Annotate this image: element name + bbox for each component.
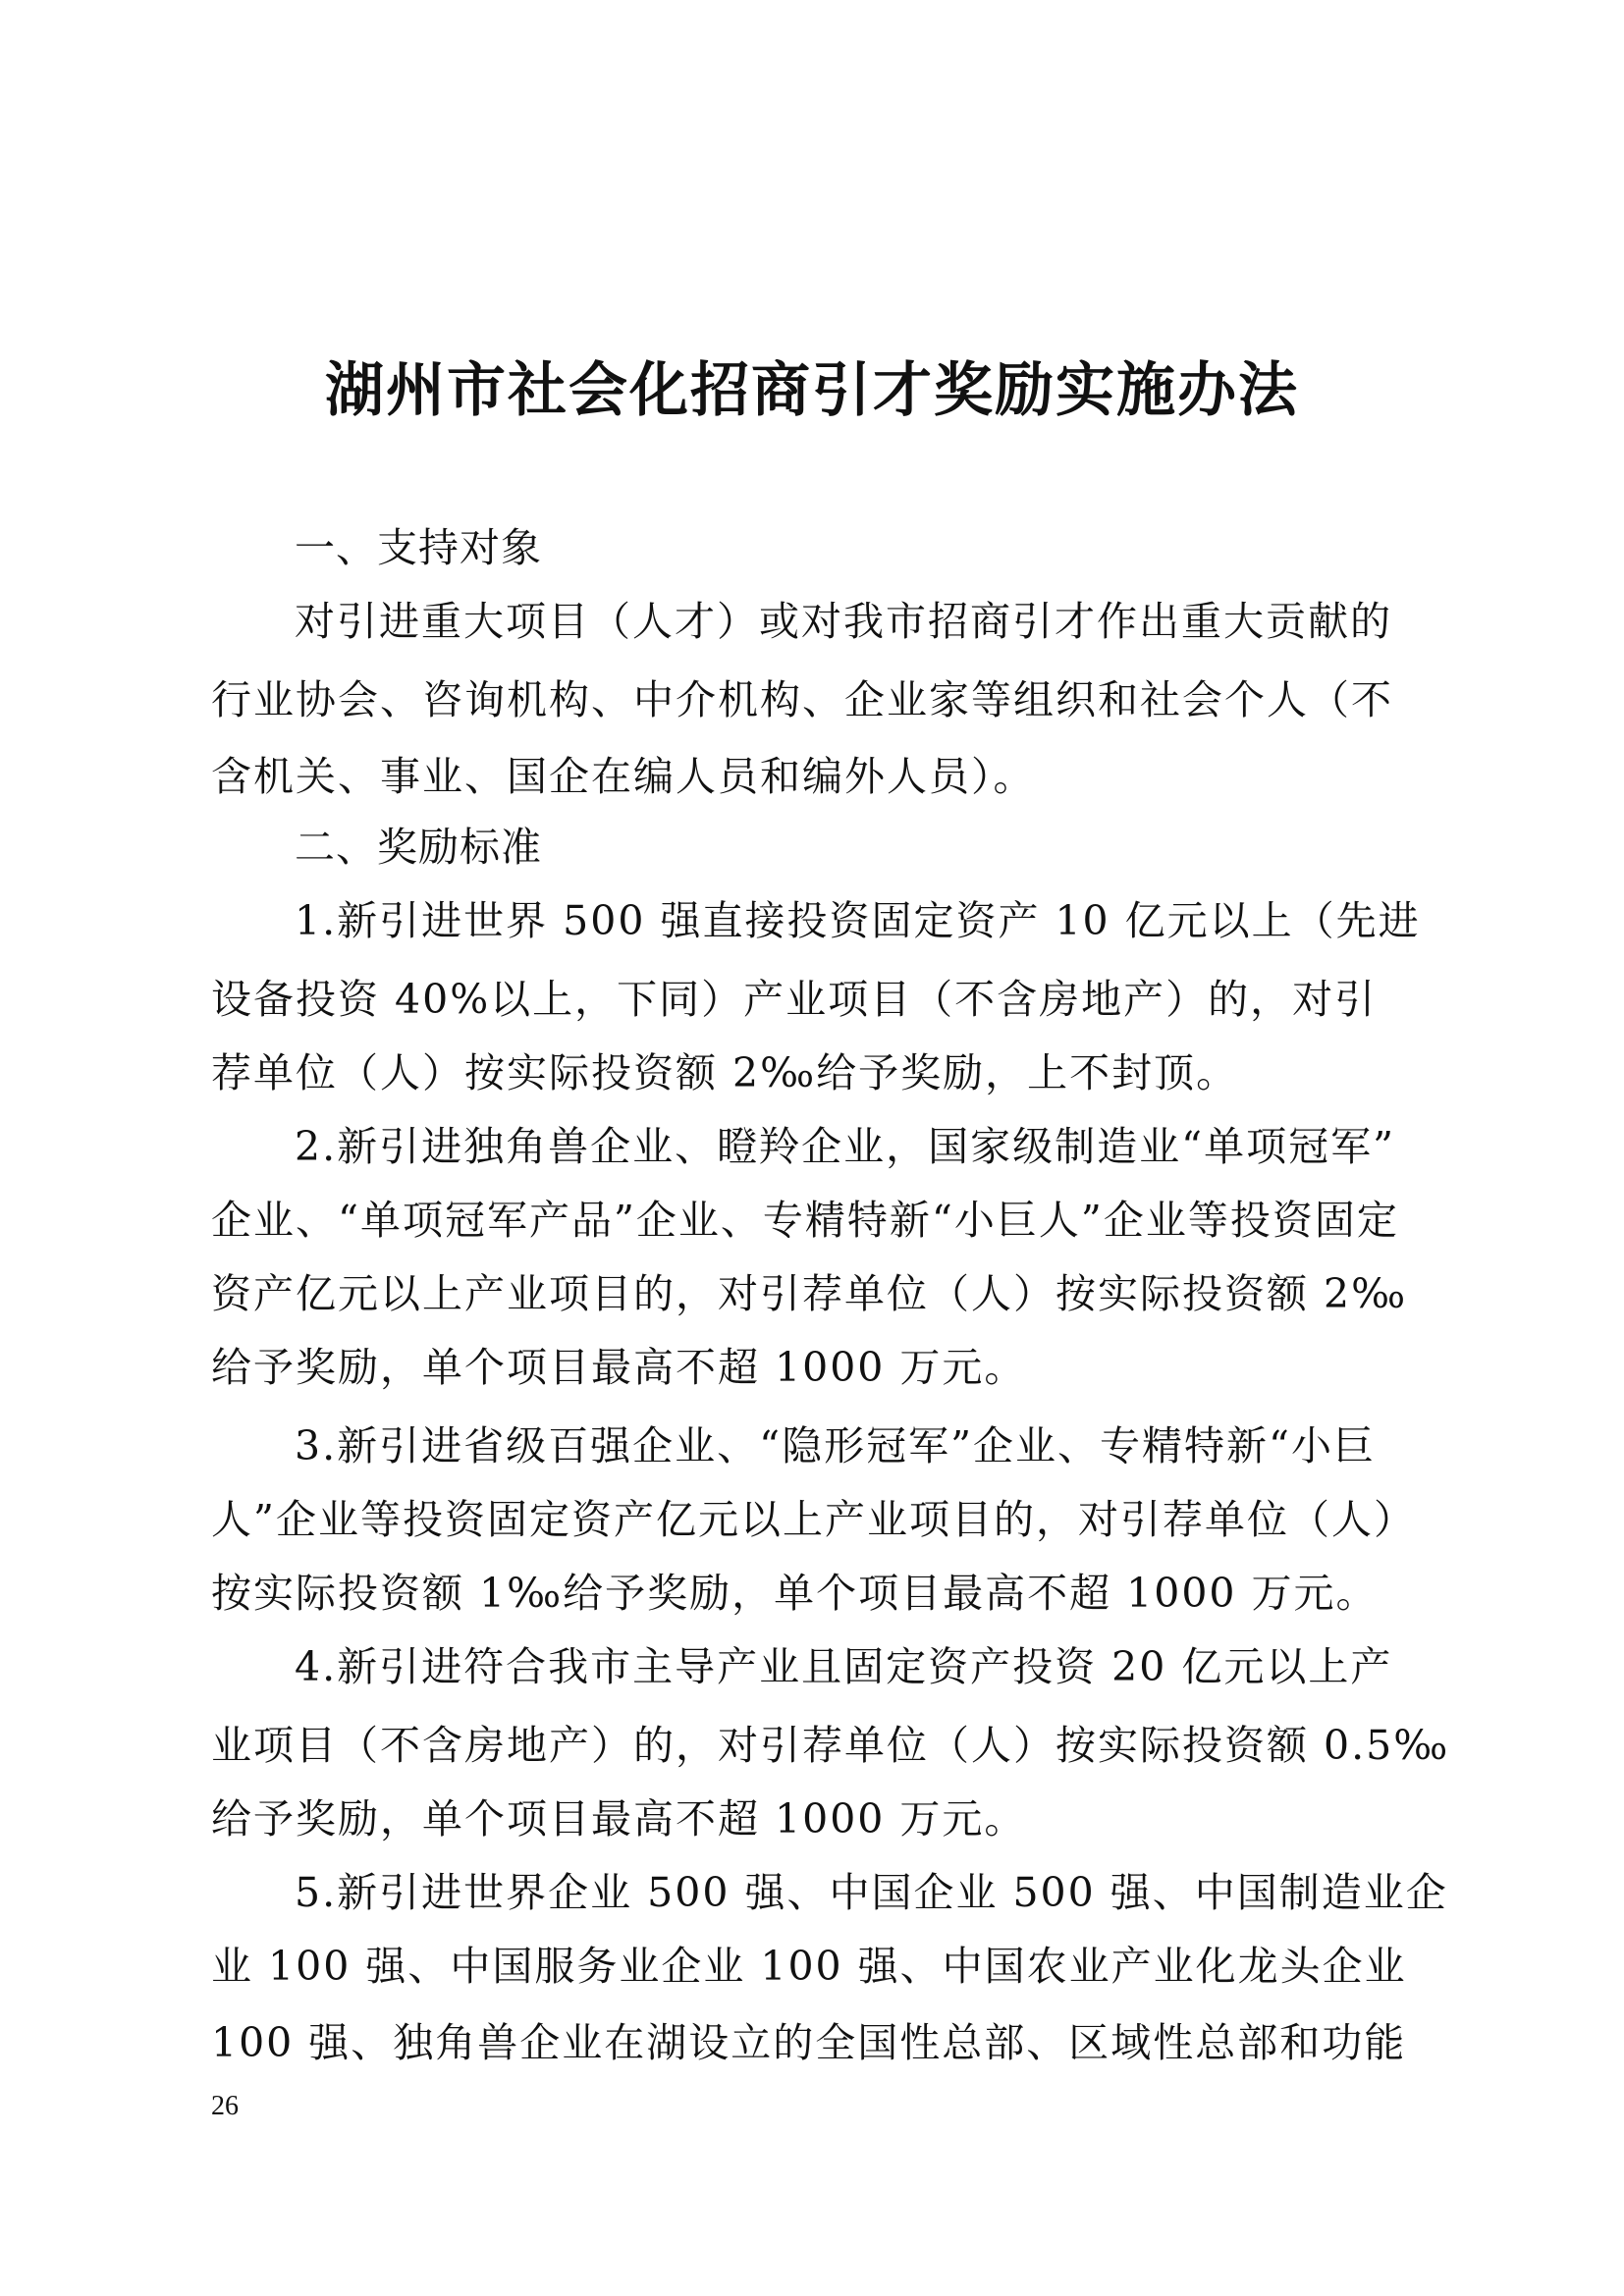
paragraph-line: 行业协会、咨询机构、中介机构、企业家等组织和社会个人（不: [211, 676, 1393, 723]
paragraph-line: 企业、“单项冠军产品”企业、专精特新“小巨人”企业等投资固定: [211, 1197, 1399, 1244]
paragraph-line: 3.新引进省级百强企业、“隐形冠军”企业、专精特新“小巨: [295, 1422, 1376, 1469]
paragraph-line: 5.新引进世界企业 500 强、中国企业 500 强、中国制造业企: [295, 1869, 1448, 1916]
paragraph-line: 100 强、独角兽企业在湖设立的全国性总部、区域性总部和功能: [211, 2019, 1407, 2066]
paragraph-line: 对引进重大项目（人才）或对我市招商引才作出重大贡献的: [295, 598, 1392, 645]
paragraph-line: 资产亿元以上产业项目的，对引荐单位（人）按实际投资额 2‰: [211, 1270, 1408, 1317]
paragraph-line: 含机关、事业、国企在编人员和编外人员）。: [211, 753, 1036, 800]
paragraph-line: 1.新引进世界 500 强直接投资固定资产 10 亿元以上（先进: [295, 897, 1421, 944]
paragraph-line: 4.新引进符合我市主导产业且固定资产投资 20 亿元以上产: [295, 1643, 1393, 1690]
page-number: 26: [211, 2091, 239, 2121]
paragraph-line: 荐单位（人）按实际投资额 2‰给予奖励，上不封顶。: [211, 1049, 1239, 1096]
section-heading-reward-standard: 二、奖励标准: [295, 824, 542, 871]
paragraph-line: 按实际投资额 1‰给予奖励，单个项目最高不超 1000 万元。: [211, 1570, 1379, 1617]
document-title: 湖州市社会化招商引才奖励实施办法: [325, 356, 1299, 425]
paragraph-line: 设备投资 40%以上，下同）产业项目（不含房地产）的，对引: [211, 976, 1378, 1023]
paragraph-line: 给予奖励，单个项目最高不超 1000 万元。: [211, 1344, 1027, 1391]
paragraph-line: 给予奖励，单个项目最高不超 1000 万元。: [211, 1795, 1027, 1842]
paragraph-line: 业项目（不含房地产）的，对引荐单位（人）按实际投资额 0.5‰: [211, 1722, 1450, 1769]
paragraph-line: 2.新引进独角兽企业、瞪羚企业，国家级制造业“单项冠军”: [295, 1123, 1396, 1170]
paragraph-line: 人”企业等投资固定资产亿元以上产业项目的，对引荐单位（人）: [211, 1496, 1416, 1543]
paragraph-line: 业 100 强、中国服务业企业 100 强、中国农业产业化龙头企业: [211, 1943, 1407, 1990]
section-heading-support-target: 一、支持对象: [295, 524, 542, 571]
